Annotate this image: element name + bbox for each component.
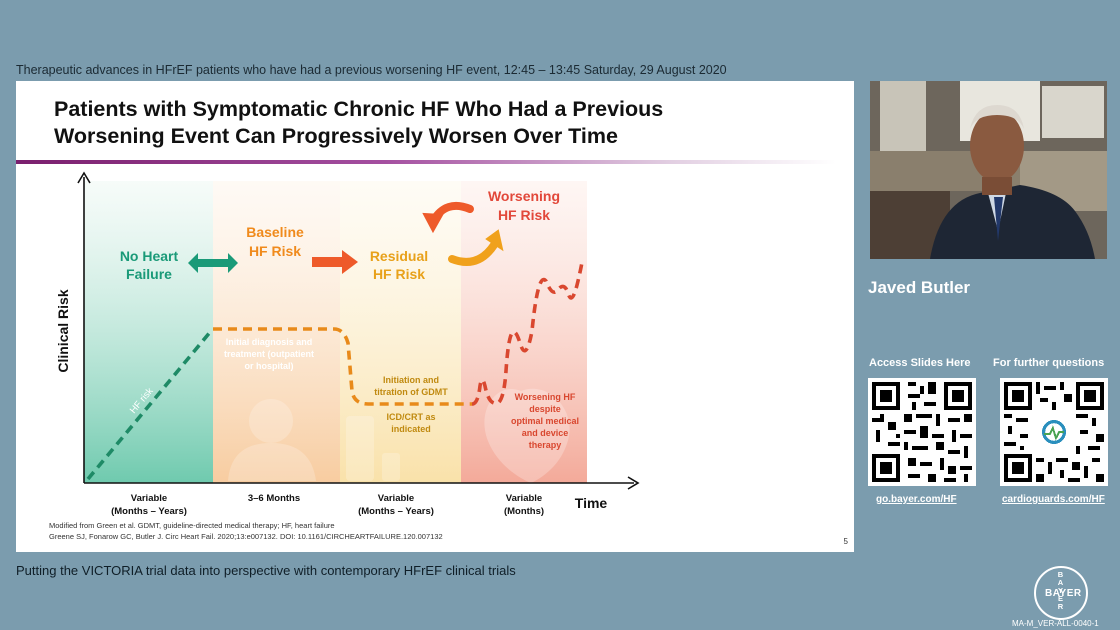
qr-code-questions[interactable] — [1000, 378, 1108, 486]
gdmt-annotation-line2: titration of GDMT — [374, 387, 448, 397]
speaker-video — [870, 81, 1107, 259]
worsening-annotation-line4: and device — [521, 428, 569, 438]
slide-title-line-2: Worsening Event Can Progressively Worsen Over Time — [54, 124, 618, 148]
bayer-logo — [1034, 566, 1088, 620]
period-1-line2: (Months – Years) — [111, 506, 187, 517]
diagnosis-annotation-line3: or hospital) — [244, 361, 294, 371]
risk-diagram — [16, 81, 854, 552]
session-title: Therapeutic advances in HFrEF patients who have had a previous worsening HF event, 12:45 – 13:45 Saturday, 29 August 2020 — [16, 63, 727, 77]
stage-2-label-line1: Baseline — [246, 224, 304, 240]
stage-1-background — [84, 181, 213, 483]
period-2-line1: 3–6 Months — [247, 493, 301, 504]
reference-code: MA-M_VER-ALL-0040-1 — [1012, 619, 1099, 628]
slide-page-number: 5 — [843, 537, 848, 546]
period-3-line1: Variable — [377, 493, 415, 504]
bayer-logo-vertical: BAYER — [1056, 570, 1065, 610]
slide-sources — [49, 521, 443, 542]
icd-annotation-line2: indicated — [391, 424, 431, 434]
qr-code-questions-image — [1000, 378, 1108, 486]
worsening-annotation-line3: optimal medical — [510, 416, 580, 426]
diagnosis-annotation-line1: Initial diagnosis and — [225, 337, 313, 347]
period-4-line1: Variable — [505, 493, 543, 504]
worsening-annotation-line5: therapy — [528, 440, 562, 450]
x-axis-label: Time — [574, 495, 608, 511]
slides-link[interactable]: go.bayer.com/HF — [876, 494, 957, 505]
session-subtitle: Putting the VICTORIA trial data into perspective with contemporary HFrEF clinical trials — [16, 563, 516, 578]
stage-4-label-line1: Worsening — [487, 188, 561, 204]
stage-3-label-line2: HF Risk — [372, 266, 426, 282]
qr-label-slides: Access Slides Here — [869, 357, 971, 369]
sources-line-1: Modified from Green et al. GDMT, guideline-directed medical therapy; HF, heart failure — [49, 521, 335, 530]
hf-risk-annotation: HF risk — [127, 385, 156, 416]
speaker-name: Javed Butler — [868, 278, 971, 297]
period-3-line2: (Months – Years) — [358, 506, 434, 517]
stage-1-label-line1: No Heart — [119, 248, 179, 264]
presentation-slide — [16, 81, 854, 552]
qr-code-slides[interactable] — [868, 378, 976, 486]
questions-link[interactable]: cardioguards.com/HF — [1002, 494, 1105, 505]
stage-1-label-line2: Failure — [126, 266, 172, 282]
period-1-line1: Variable — [130, 493, 168, 504]
qr-code-slides-image — [868, 378, 976, 486]
stage-2-label-line2: HF Risk — [248, 243, 302, 259]
worsening-annotation-line1: Worsening HF — [514, 392, 576, 402]
y-axis-label: Clinical Risk — [55, 289, 71, 373]
stage-4-label-line2: HF Risk — [497, 207, 551, 223]
icd-annotation-line1: ICD/CRT as — [386, 412, 436, 422]
qr-label-questions: For further questions — [993, 357, 1105, 369]
speaker-video-frame — [870, 81, 1107, 259]
bayer-logo-horizontal: BAYER — [1045, 588, 1082, 599]
slide-title-line-1: Patients with Symptomatic Chronic HF Who Had a Previous — [54, 97, 664, 121]
stage-3-label-line1: Residual — [369, 248, 429, 264]
period-4-line2: (Months) — [503, 506, 545, 517]
sources-line-2: Greene SJ, Fonarow GC, Butler J. Circ Heart Fail. 2020;13:e007132. DOI: 10.1161/CIRCHEARTFAILURE.120.007132 — [49, 531, 443, 541]
diagnosis-annotation-line2: treatment (outpatient — [224, 349, 314, 359]
gdmt-annotation-line1: Initiation and — [383, 375, 439, 385]
worsening-annotation-line2: despite — [529, 404, 561, 414]
